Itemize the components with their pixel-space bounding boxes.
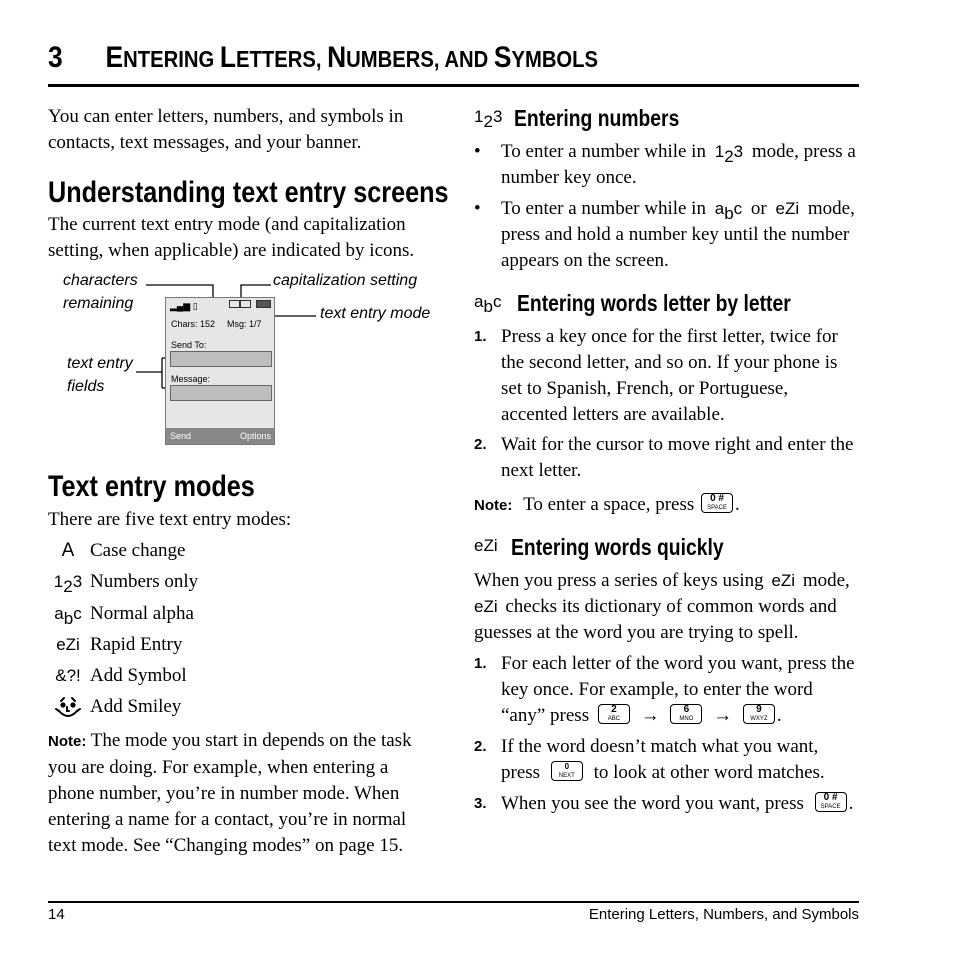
title-smallcaps: ETTERS, <box>235 46 328 72</box>
ezi-icon: eZi <box>775 199 800 218</box>
arrow-icon: → <box>640 705 660 726</box>
label-remaining: remaining <box>63 295 134 312</box>
case-indicator-icon <box>240 300 251 308</box>
numbers-bullet-1 <box>501 139 861 191</box>
numbers-bullet-2 <box>501 196 861 274</box>
key-9-icon: 9 WXYZ <box>743 704 775 724</box>
label-fields: fields <box>67 378 105 395</box>
label-text-entry-mode: text entry mode <box>320 305 431 322</box>
note-body: To enter a space, press <box>523 494 695 515</box>
bullet: • <box>474 141 481 162</box>
mode-indicator-icon <box>229 300 240 308</box>
text: or <box>750 198 767 219</box>
space-key-icon: 0 # SPACE <box>701 493 733 513</box>
title-smallcaps: YMBOLS <box>511 46 599 72</box>
letter-step-2: Wait for the cursor to move right and enter the next letter. <box>501 434 854 481</box>
text: To enter a number while in <box>501 141 706 162</box>
phone-screen <box>165 297 275 445</box>
note-label: Note: <box>48 733 87 750</box>
modes-heading: Text entry modes <box>48 470 255 503</box>
step-number: 3. <box>474 795 487 812</box>
ezi-icon: eZi <box>56 635 80 654</box>
message-label: Message: <box>171 374 211 384</box>
message-count: Msg: 1/7 <box>227 319 262 329</box>
signal-icon: ▂▄▆ ▯ <box>170 301 198 311</box>
quickly-intro <box>474 568 860 646</box>
letter-step-1: Press a key once for the first letter, twice for the second letter, and so on. If your phone is set to Spanish, French, or Portuguese, accented letters are available. <box>501 326 838 425</box>
mode-label: Normal alpha <box>90 603 194 624</box>
section-title: Entering words letter by letter <box>517 290 791 316</box>
quickly-step-2 <box>501 734 859 786</box>
text: press <box>501 762 541 783</box>
numbers-icon: $1_23$ <box>474 107 503 131</box>
modes-note <box>48 728 433 859</box>
numbers-icon: $1_23$ <box>714 142 744 166</box>
text: If the word doesn’t match what you want, <box>501 736 819 757</box>
quickly-step-3: When you see the word you want, press 0 # SPACE . <box>501 792 854 814</box>
list-item <box>48 569 308 597</box>
note-label: Note: <box>474 497 513 514</box>
title-smallcaps: AND <box>444 46 494 72</box>
ezi-icon: eZi <box>771 571 796 590</box>
symbol-icon: &?! <box>55 666 81 685</box>
mode-label: Add Symbol <box>90 665 187 686</box>
text: When you press a series of keys using <box>474 570 764 591</box>
message-field[interactable] <box>170 385 272 401</box>
list-item <box>48 538 308 566</box>
mode-label: Case change <box>90 540 186 561</box>
send-to-field[interactable] <box>170 351 272 367</box>
section-title: Entering numbers <box>514 105 680 131</box>
text: For each letter of the word you want, press the key once. For example, to enter the word <box>501 653 855 700</box>
label-capitalization: capitalization setting <box>273 272 418 289</box>
chapter-number: 3 <box>48 41 63 74</box>
text: When you see the word you want, press <box>501 793 804 814</box>
label-characters: characters <box>63 272 138 289</box>
understanding-heading: Understanding text entry screens <box>48 176 449 209</box>
chars-remaining: Chars: 152 <box>171 319 216 329</box>
footer-title: Entering Letters, Numbers, and Symbols <box>588 906 859 923</box>
next-key-icon: 0 NEXT <box>551 761 583 781</box>
step-number: 2. <box>474 738 487 755</box>
understanding-body: The current text entry mode (and capitalization setting, when applicable) are indicated by icons. <box>48 214 415 261</box>
list-item <box>48 632 308 660</box>
send-to-label: Send To: <box>171 340 207 350</box>
battery-icon <box>256 300 271 308</box>
softkey-bar <box>166 428 274 444</box>
list-item <box>48 694 308 722</box>
ezi-icon: eZi <box>474 597 498 616</box>
text: mode, <box>802 570 850 591</box>
title-capital: N <box>327 41 347 74</box>
title-capital: E <box>105 41 124 74</box>
title-smallcaps: NTERING <box>123 46 220 72</box>
softkey-send[interactable]: Send <box>170 431 192 441</box>
intro-paragraph: You can enter letters, numbers, and symbols in contacts, text messages, and your banner. <box>48 106 404 153</box>
mode-label: Add Smiley <box>90 696 182 717</box>
text: mode, press and hold a number key until the number appears on the screen. <box>501 198 855 271</box>
normal-alpha-icon: $a_bc$ <box>474 292 502 316</box>
bullet: • <box>474 198 481 219</box>
step-number: 2. <box>474 436 487 453</box>
modes-intro: There are five text entry modes: <box>48 509 292 530</box>
key-6-icon: 6 MNO <box>670 704 702 724</box>
ezi-icon: eZi <box>474 536 498 555</box>
label-text-entry: text entry <box>67 355 133 372</box>
section-title: Entering words quickly <box>511 534 724 560</box>
text: “any” press <box>501 705 590 726</box>
mode-label: Numbers only <box>90 571 199 592</box>
title-smallcaps: UMBERS, <box>346 46 445 72</box>
numbers-icon: $1_23$ <box>53 572 83 596</box>
mode-label: Rapid Entry <box>90 634 183 655</box>
list-item <box>48 601 308 629</box>
text: checks its dictionary of common words and guesses at the word you are trying to spell. <box>474 596 837 643</box>
quickly-step-1: For each letter of the word you want, press the key once. For example, to enter the word “any” press 2 ABC → 6 MNO → 9 WXYZ . <box>501 653 855 726</box>
list-item <box>48 663 308 691</box>
letter-note: Note: To enter a space, press 0 # SPACE . <box>474 493 740 515</box>
smiley-icon <box>48 694 88 722</box>
space-key-icon: 0 # SPACE <box>815 792 847 812</box>
footer-rule <box>48 901 859 903</box>
step-number: 1. <box>474 328 487 345</box>
title-capital: L <box>219 41 236 74</box>
title-capital: S <box>493 41 512 74</box>
softkey-options[interactable]: Options <box>239 431 271 441</box>
key-2-icon: 2 ABC <box>598 704 630 724</box>
text: To enter a number while in <box>501 198 706 219</box>
step-number: 1. <box>474 655 487 672</box>
page-number: 14 <box>48 906 65 923</box>
arrow-icon: → <box>713 705 733 726</box>
text: to look at other word matches. <box>593 762 825 783</box>
text: mode, press a number key once. <box>501 141 856 188</box>
normal-alpha-icon: $a_bc$ <box>54 604 82 628</box>
normal-alpha-icon: $a_bc$ <box>714 199 743 223</box>
case-change-icon: A <box>61 540 75 561</box>
note-body: The mode you start in depends on the task you are doing. For example, when entering a phone number, you’re in number mode. When entering a name for a contact, you’re in normal text mode. See “Changing modes” on page 15. <box>48 730 412 856</box>
